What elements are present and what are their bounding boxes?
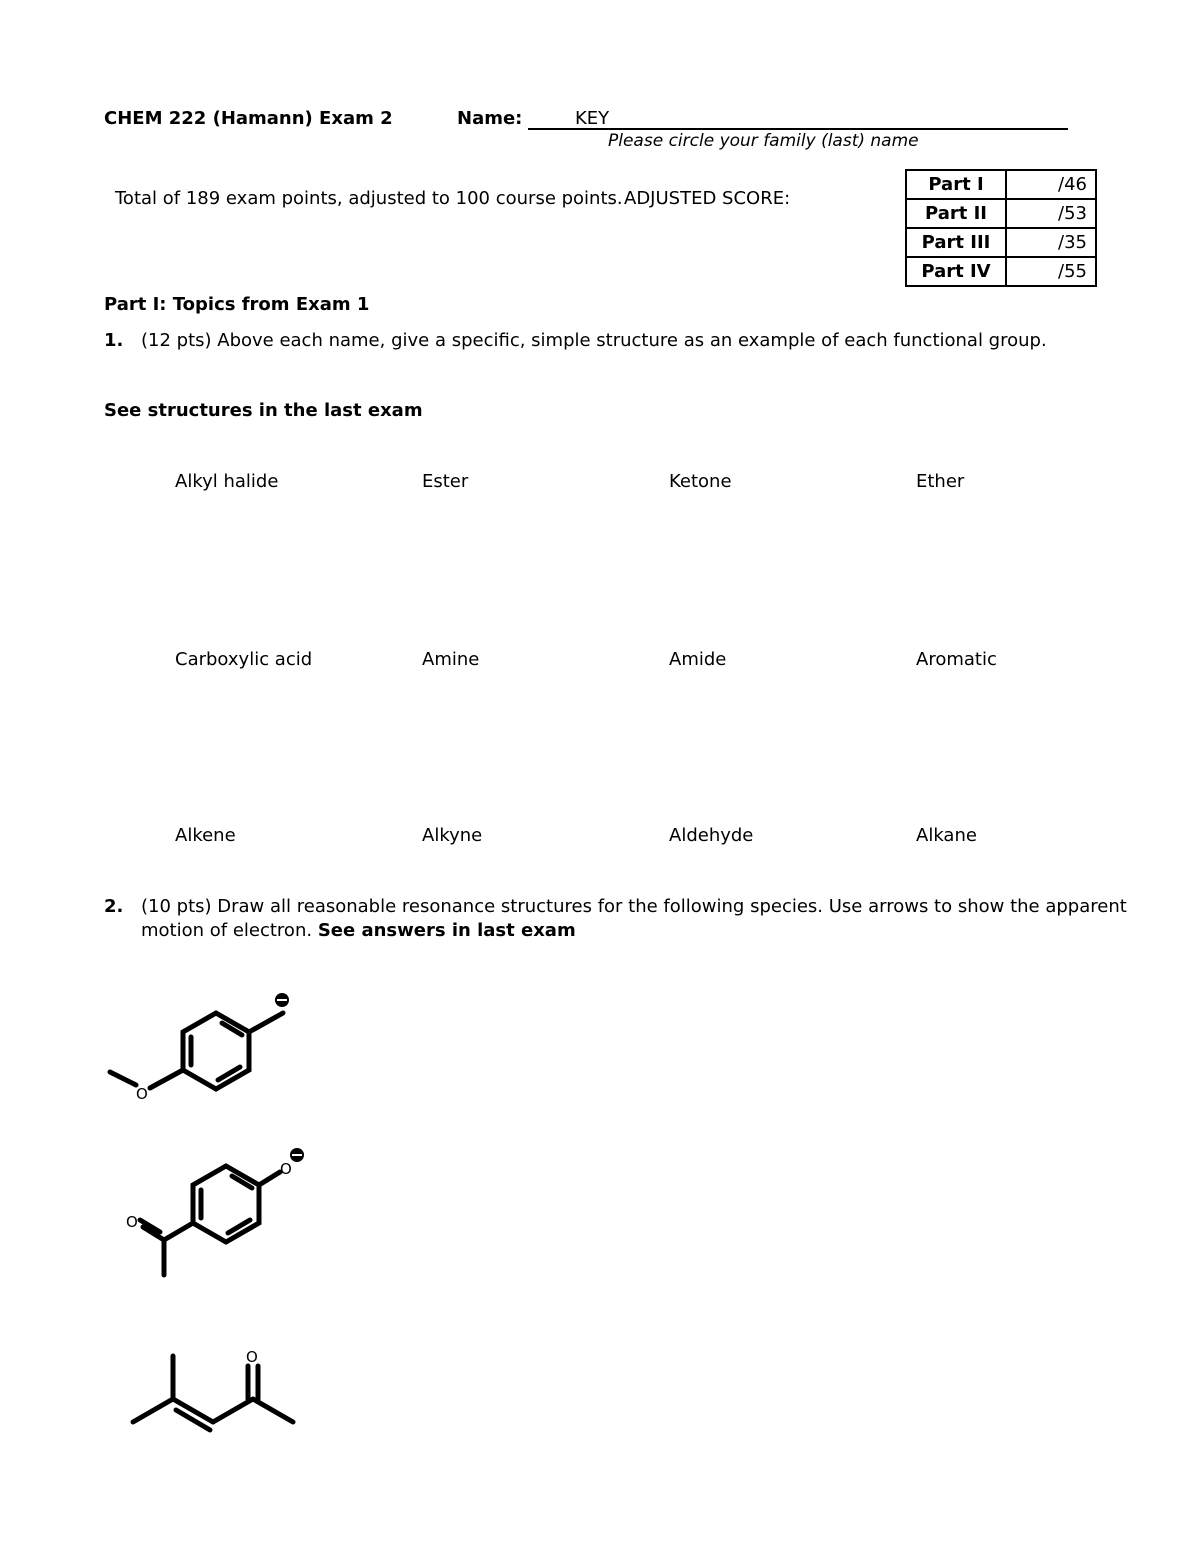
score-part-points: /46 [1006, 170, 1096, 199]
group-label: Ether [916, 471, 965, 492]
adjusted-score-label: ADJUSTED SCORE: [624, 188, 791, 209]
name-value: KEY [575, 108, 610, 129]
oxygen-atom-label: O [280, 1160, 292, 1178]
part1-title: Part I: Topics from Exam 1 [104, 294, 370, 315]
group-label: Amide [669, 649, 727, 670]
question1-answer: See structures in the last exam [104, 400, 423, 421]
score-row [906, 257, 1096, 286]
oxygen-atom-label: O [246, 1348, 258, 1366]
name-label: Name: [457, 108, 523, 129]
question1-number: 1. [104, 330, 124, 351]
question2-text-line1: (10 pts) Draw all reasonable resonance structures for the following species. Use arrows to show the apparent [141, 896, 1127, 917]
score-part-points: /35 [1006, 228, 1096, 257]
score-row [906, 170, 1096, 199]
oxygen-atom-label: O [136, 1085, 148, 1103]
group-label: Ketone [669, 471, 732, 492]
exam-title: CHEM 222 (Hamann) Exam 2 [104, 108, 393, 129]
molecule-acetylphenoxide [115, 1140, 315, 1285]
score-part-label: Part II [906, 199, 1006, 228]
question2-text-line2: motion of electron. [141, 920, 313, 941]
molecule-enone [125, 1340, 305, 1435]
group-label: Alkyne [422, 825, 483, 846]
group-label: Carboxylic acid [175, 649, 313, 670]
molecule-methoxybenzyl-anion [100, 985, 310, 1110]
name-note: Please circle your family (last) name [608, 131, 919, 151]
group-label: Alkane [916, 825, 977, 846]
score-part-points: /55 [1006, 257, 1096, 286]
question2-text-line2-wrap [141, 920, 576, 941]
group-label: Aromatic [916, 649, 997, 670]
score-part-label: Part III [906, 228, 1006, 257]
group-label: Ester [422, 471, 469, 492]
score-row [906, 199, 1096, 228]
score-row [906, 228, 1096, 257]
question2-answer: See answers in last exam [317, 920, 576, 941]
group-label: Alkene [175, 825, 236, 846]
question2-number: 2. [104, 896, 124, 917]
group-label: Amine [422, 649, 480, 670]
oxygen-atom-label: O [126, 1213, 138, 1231]
question1-text: (12 pts) Above each name, give a specific, simple structure as an example of each functional group. [141, 330, 1047, 351]
score-part-label: Part I [906, 170, 1006, 199]
score-table [905, 169, 1097, 287]
score-part-label: Part IV [906, 257, 1006, 286]
total-points-text: Total of 189 exam points, adjusted to 100 course points. [115, 188, 623, 209]
group-label: Aldehyde [669, 825, 754, 846]
score-part-points: /53 [1006, 199, 1096, 228]
group-label: Alkyl halide [175, 471, 279, 492]
